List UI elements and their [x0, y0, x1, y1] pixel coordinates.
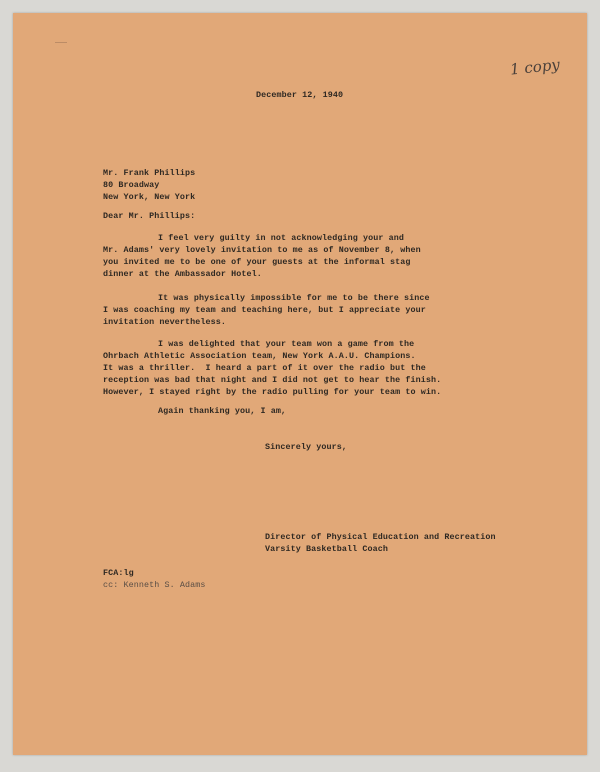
- paper-smudge: [55, 42, 67, 47]
- signature-title-1: Director of Physical Education and Recreation: [265, 532, 496, 542]
- salutation: Dear Mr. Phillips:: [103, 211, 196, 221]
- copy-annotation: 1 copy: [509, 55, 561, 79]
- paragraph-line: Ohrbach Athletic Association team, New York A.A.U. Champions.: [103, 351, 416, 361]
- paragraph-line: I feel very guilty in not acknowledging your and: [158, 233, 405, 243]
- closing: Sincerely yours,: [265, 442, 348, 452]
- signature-title-2: Varsity Basketball Coach: [265, 544, 389, 554]
- paragraph-line: It was a thriller. I heard a part of it over the radio but the: [103, 363, 426, 373]
- paragraph-line: Mr. Adams' very lovely invitation to me as of November 8, when: [103, 245, 421, 255]
- cc-line: cc: Kenneth S. Adams: [103, 580, 206, 590]
- paragraph-line: you invited me to be one of your guests at the informal stag: [103, 257, 411, 267]
- paragraph-line: dinner at the Ambassador Hotel.: [103, 269, 262, 279]
- reference-initials: FCA:lg: [103, 568, 134, 578]
- paragraph-line: invitation nevertheless.: [103, 317, 227, 327]
- letter-date: December 12, 1940: [256, 90, 344, 100]
- recipient-street: 80 Broadway: [103, 180, 160, 190]
- paragraph-line: I was delighted that your team won a game from the: [158, 339, 415, 349]
- recipient-name: Mr. Frank Phillips: [103, 168, 196, 178]
- paragraph-line: Again thanking you, I am,: [158, 406, 287, 416]
- paragraph-line: I was coaching my team and teaching here, but I appreciate your: [103, 305, 426, 315]
- paragraph-line: However, I stayed right by the radio pulling for your team to win.: [103, 387, 442, 397]
- recipient-city: New York, New York: [103, 192, 196, 202]
- paragraph-line: reception was bad that night and I did not get to hear the finish.: [103, 375, 442, 385]
- paragraph-line: It was physically impossible for me to be there since: [158, 293, 430, 303]
